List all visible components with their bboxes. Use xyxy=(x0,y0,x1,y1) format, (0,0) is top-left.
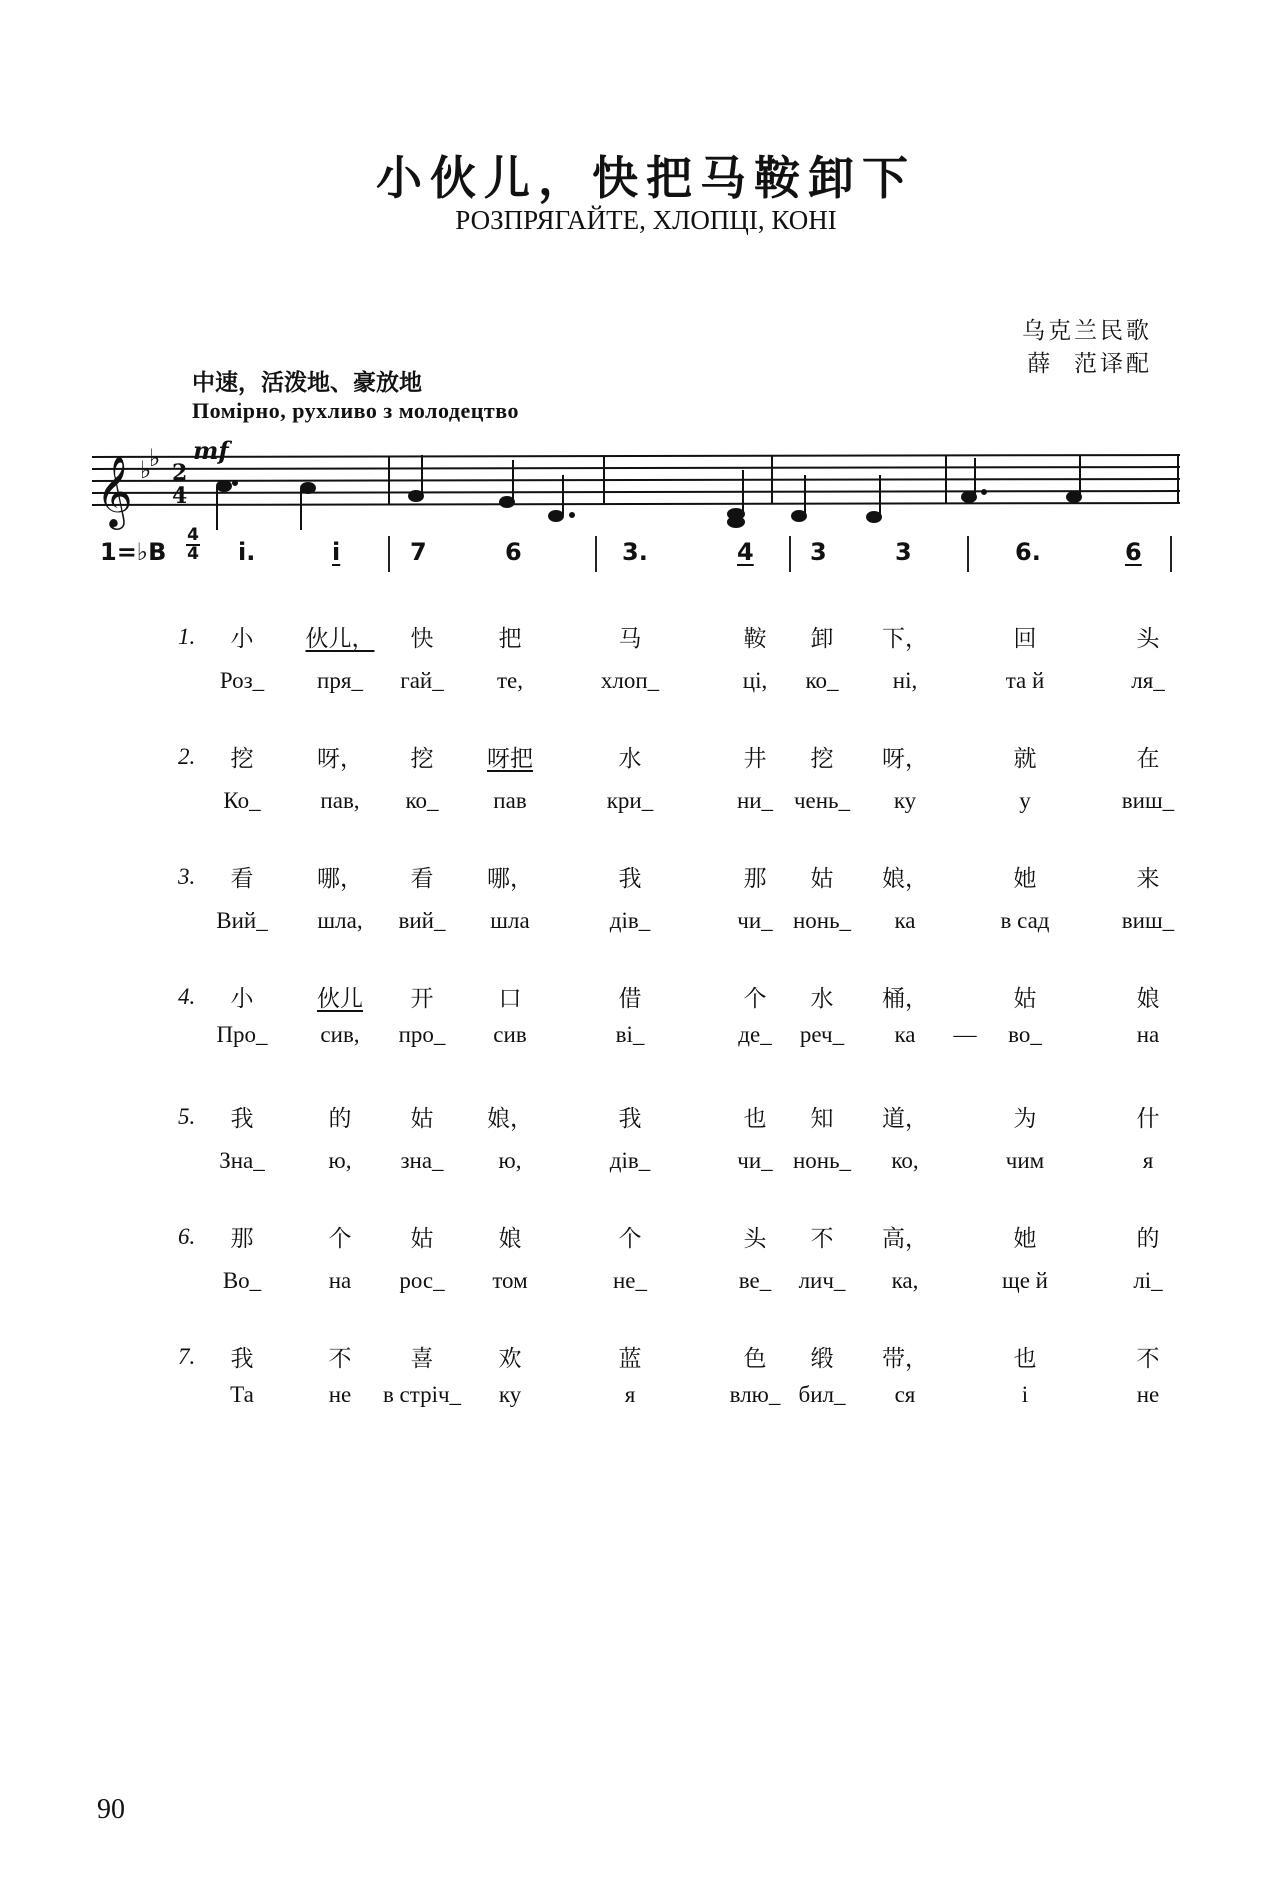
lyric-ukrainian: не xyxy=(328,1382,352,1407)
lyric-ukrainian: ю, xyxy=(328,1148,352,1173)
lyric-chinese: 伙儿， xyxy=(305,626,375,652)
lyric-chinese: 开 xyxy=(410,986,434,1012)
lyric-chinese: 鞍 xyxy=(743,626,767,652)
lyric-ukrainian: ко, xyxy=(891,1148,919,1173)
lyric-ukrainian: нонь_ xyxy=(792,908,852,933)
lyric-chinese: 水 xyxy=(618,746,642,772)
verse-number: 5. xyxy=(178,1104,196,1129)
lyric-chinese: 借 xyxy=(618,986,642,1012)
lyric-chinese: 不 xyxy=(1136,1346,1160,1372)
lyric-chinese: 也 xyxy=(1013,1346,1037,1372)
jianpu-barline xyxy=(967,536,969,572)
lyric-chinese: 卸 xyxy=(810,626,834,652)
lyric-ukrainian: ка, xyxy=(891,1268,919,1293)
lyric-chinese: 小 xyxy=(230,626,254,652)
verse-number: 7. xyxy=(178,1344,196,1369)
jianpu-barline xyxy=(388,536,390,572)
tempo-chinese: 中速，活泼地、豪放地 xyxy=(192,370,422,396)
lyric-chinese: 呀， xyxy=(882,746,928,772)
lyric-chinese: 挖 xyxy=(810,746,834,772)
lyric-ukrainian: Та xyxy=(230,1382,254,1407)
tempo-ukrainian: Помірно, рухливо з молодецтво xyxy=(192,398,519,423)
lyric-ukrainian: чи_ xyxy=(737,1148,773,1173)
lyric-ukrainian: Ко_ xyxy=(223,788,261,813)
dynamic-mf: mf xyxy=(193,440,229,465)
lyric-ukrainian: пав xyxy=(493,788,527,813)
lyric-chinese: 哪， xyxy=(487,866,533,892)
lyric-chinese: 蓝 xyxy=(618,1346,642,1372)
lyric-chinese: 色 xyxy=(743,1346,767,1372)
jianpu-note: i. xyxy=(238,538,256,566)
lyric-chinese: 头 xyxy=(743,1226,767,1252)
lyric-ukrainian: во_ xyxy=(1008,1022,1042,1047)
lyric-ukrainian: я xyxy=(1142,1148,1154,1173)
lyric-chinese: 那 xyxy=(230,1226,254,1252)
lyric-ukrainian: Во_ xyxy=(222,1268,262,1293)
lyric-ukrainian: в сад xyxy=(1000,908,1050,933)
page-number: 90 xyxy=(97,1794,125,1825)
lyric-ukrainian: влю_ xyxy=(729,1382,781,1407)
lyric-ukrainian: реч_ xyxy=(799,1022,845,1047)
lyric-chinese: 喜 xyxy=(410,1346,434,1372)
lyric-chinese: 的 xyxy=(328,1106,352,1132)
lyric-chinese: 看 xyxy=(410,866,434,892)
lyric-chinese: 带， xyxy=(882,1346,928,1372)
lyric-ukrainian: ко_ xyxy=(805,668,839,693)
verse-number: 3. xyxy=(178,864,196,889)
lyric-ukrainian: у xyxy=(1019,788,1031,813)
lyric-ukrainian: та й xyxy=(1005,668,1045,693)
lyric-ukrainian: ві_ xyxy=(615,1022,645,1047)
lyric-chinese: 个 xyxy=(618,1226,642,1252)
lyric-chinese: 她 xyxy=(1013,1226,1037,1252)
lyric-chinese: 就 xyxy=(1013,746,1037,772)
lyric-chinese: 为 xyxy=(1013,1106,1037,1132)
lyric-ukrainian: пря_ xyxy=(317,668,363,693)
jianpu-note: 7 xyxy=(410,538,427,566)
lyric-ukrainian: ни_ xyxy=(736,788,774,813)
lyric-ukrainian: рос_ xyxy=(399,1268,445,1293)
lyric-ukrainian: не xyxy=(1136,1382,1160,1407)
lyric-ukrainian: виш_ xyxy=(1121,908,1175,933)
lyric-ukrainian: в стріч_ xyxy=(382,1382,462,1407)
lyric-ukrainian: Роз_ xyxy=(219,668,265,693)
lyric-ukrainian: ці, xyxy=(742,668,768,693)
lyric-chinese: 看 xyxy=(230,866,254,892)
lyric-chinese: 把 xyxy=(498,626,522,652)
lyric-chinese: 姑 xyxy=(410,1226,434,1252)
svg-text:4: 4 xyxy=(172,483,188,509)
title-ukrainian: РОЗПРЯГАЙТЕ, ХЛОПЦІ, КОНІ xyxy=(455,205,837,235)
lyric-ukrainian: сив, xyxy=(320,1022,360,1047)
verse-number: 6. xyxy=(178,1224,196,1249)
lyric-ukrainian: ко_ xyxy=(405,788,439,813)
lyric-ukrainian: чи_ xyxy=(737,908,773,933)
lyric-ukrainian: я xyxy=(624,1382,636,1407)
lyric-chinese: 呀， xyxy=(317,746,363,772)
treble-clef-icon: 𝄞 xyxy=(96,454,133,527)
lyric-chinese: 小 xyxy=(230,986,254,1012)
lyric-ukrainian: те, xyxy=(496,668,524,693)
lyric-chinese: 娘， xyxy=(882,866,928,892)
lyric-ukrainian: на xyxy=(328,1268,352,1293)
lyric-chinese: 我 xyxy=(230,1346,254,1372)
lyric-ukrainian: нонь_ xyxy=(792,1148,852,1173)
jianpu-note: i xyxy=(332,538,341,566)
lyric-ukrainian: ля_ xyxy=(1131,668,1165,693)
jianpu-note: 3 xyxy=(895,538,912,566)
jianpu-note: 4 xyxy=(737,538,754,566)
lyric-ukrainian: Зна_ xyxy=(219,1148,265,1173)
lyric-ukrainian: лі_ xyxy=(1133,1268,1163,1293)
lyric-chinese: 姑 xyxy=(1013,986,1037,1012)
verse-number: 2. xyxy=(178,744,196,769)
lyric-chinese: 姑 xyxy=(410,1106,434,1132)
lyric-ukrainian: кри_ xyxy=(606,788,654,813)
lyric-chinese: 那 xyxy=(743,866,767,892)
lyric-chinese: 她 xyxy=(1013,866,1037,892)
jianpu-barline xyxy=(1170,536,1172,572)
lyric-ukrainian: дів_ xyxy=(609,908,651,933)
jianpu-barline xyxy=(789,536,791,572)
lyric-ukrainian: ку xyxy=(498,1382,522,1407)
music-staff xyxy=(0,440,1272,530)
lyric-chinese: 快 xyxy=(410,626,434,652)
lyric-chinese: 头 xyxy=(1136,626,1160,652)
lyric-chinese: 个 xyxy=(743,986,767,1012)
lyric-ukrainian: ку xyxy=(893,788,917,813)
lyric-ukrainian: про_ xyxy=(398,1022,446,1047)
lyric-ukrainian: не_ xyxy=(612,1268,648,1293)
lyric-ukrainian: виш_ xyxy=(1121,788,1175,813)
lyric-chinese: 个 xyxy=(328,1226,352,1252)
lyric-chinese: 道， xyxy=(882,1106,928,1132)
lyric-ukrainian: бил_ xyxy=(798,1382,846,1407)
lyric-ukrainian: ка xyxy=(894,1022,916,1047)
lyric-chinese: 高， xyxy=(882,1226,928,1252)
lyric-ukrainian: ся xyxy=(894,1382,916,1407)
svg-text:2: 2 xyxy=(172,460,188,486)
lyric-ukrainian: сив xyxy=(493,1022,527,1047)
lyric-chinese: 欢 xyxy=(498,1346,522,1372)
lyric-ukrainian: гай_ xyxy=(400,668,444,693)
lyric-chinese: 我 xyxy=(618,1106,642,1132)
lyric-ukrainian: ю, xyxy=(498,1148,522,1173)
lyric-ukrainian: вий_ xyxy=(398,908,446,933)
lyric-chinese: 来 xyxy=(1136,866,1160,892)
lyric-chinese: 娘 xyxy=(1136,986,1160,1012)
jianpu-note: 6 xyxy=(1125,538,1142,566)
lyric-ukrainian: хлоп_ xyxy=(600,668,660,693)
lyric-chinese: 下， xyxy=(882,626,928,652)
flat-icon: ♭ xyxy=(140,456,152,484)
lyric-chinese: 娘， xyxy=(487,1106,533,1132)
lyric-chinese: 在 xyxy=(1136,746,1160,772)
lyric-chinese: 井 xyxy=(743,746,767,772)
lyric-chinese: 挖 xyxy=(410,746,434,772)
lyric-ukrainian: пав, xyxy=(320,788,360,813)
jianpu-time-signature: 4 4 xyxy=(187,525,199,564)
lyric-ukrainian: том xyxy=(492,1268,528,1293)
lyric-ukrainian: Про_ xyxy=(216,1022,268,1047)
lyric-ukrainian: лич_ xyxy=(798,1268,846,1293)
verse-number: 1. xyxy=(178,624,196,649)
lyric-chinese: 呀把 xyxy=(487,746,533,772)
jianpu-note: 6 xyxy=(505,538,522,566)
lyric-chinese: 也 xyxy=(743,1106,767,1132)
lyric-chinese: 知 xyxy=(810,1106,834,1132)
lyric-chinese: 缎 xyxy=(810,1346,834,1372)
lyric-chinese: 回 xyxy=(1013,626,1037,652)
lyric-ukrainian: шла, xyxy=(317,908,363,933)
lyric-chinese: 我 xyxy=(618,866,642,892)
lyric-ukrainian: чень_ xyxy=(793,788,851,813)
lyric-chinese: 姑 xyxy=(810,866,834,892)
lyric-ukrainian: Вий_ xyxy=(216,908,268,933)
flat-icon: ♭ xyxy=(149,444,161,472)
song-origin: 乌克兰民歌 xyxy=(1022,318,1152,344)
lyric-chinese: 什 xyxy=(1136,1106,1160,1132)
jianpu-note: 3 xyxy=(810,538,827,566)
lyric-ukrainian: ка xyxy=(894,908,916,933)
lyric-chinese: 不 xyxy=(328,1346,352,1372)
lyric-chinese: 不 xyxy=(810,1226,834,1252)
lyric-ukrainian: ще й xyxy=(1002,1268,1048,1293)
lyric-chinese: 口 xyxy=(498,986,522,1012)
lyric-chinese: 我 xyxy=(230,1106,254,1132)
lyric-chinese: 马 xyxy=(618,626,642,652)
lyric-chinese: 娘 xyxy=(498,1226,522,1252)
lyric-ukrainian: чим xyxy=(1005,1148,1045,1173)
lyric-ukrainian: шла xyxy=(490,908,530,933)
lyric-ukrainian: і xyxy=(1021,1382,1029,1407)
lyric-ukrainian: ве_ xyxy=(738,1268,772,1293)
jianpu-barline xyxy=(595,536,597,572)
lyric-chinese: 桶， xyxy=(882,986,928,1012)
lyric-ukrainian: ні, xyxy=(892,668,918,693)
lyric-ukrainian: де_ xyxy=(738,1022,772,1047)
lyric-chinese: 伙儿 xyxy=(317,986,363,1012)
lyric-ukrainian: дів_ xyxy=(609,1148,651,1173)
lyric-chinese: 挖 xyxy=(230,746,254,772)
lyric-ukrainian: зна_ xyxy=(400,1148,444,1173)
title-chinese: 小伙儿，快把马鞍卸下 xyxy=(376,151,916,205)
lyric-ukrainian: на xyxy=(1136,1022,1160,1047)
jianpu-note: 3. xyxy=(622,538,648,566)
song-arranger: 薛 范译配 xyxy=(1027,351,1152,377)
lyric-chinese: 哪， xyxy=(317,866,363,892)
jianpu-note: 6. xyxy=(1015,538,1041,566)
verse-number: 4. xyxy=(178,984,196,1009)
lyric-ukrainian: — xyxy=(953,1022,977,1047)
jianpu-key: 1=♭B xyxy=(100,538,167,566)
lyric-chinese: 水 xyxy=(810,986,834,1012)
lyric-chinese: 的 xyxy=(1136,1226,1160,1252)
